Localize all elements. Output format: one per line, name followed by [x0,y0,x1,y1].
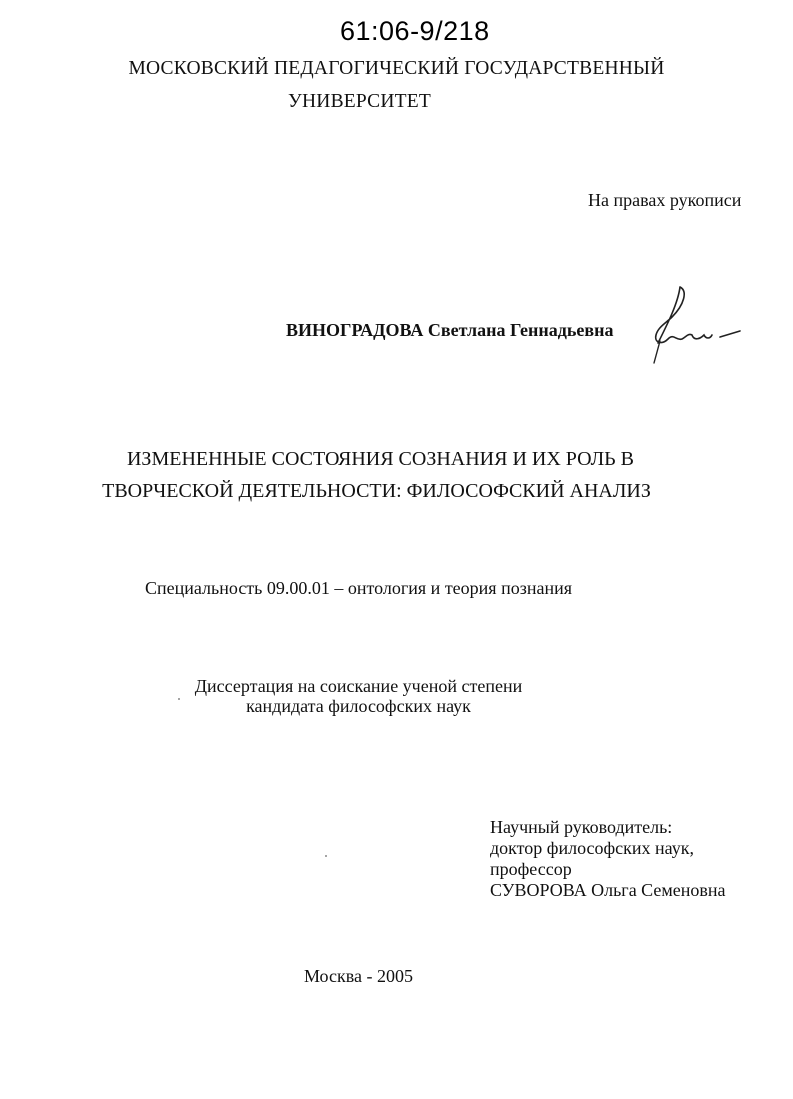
university-name-line1: МОСКОВСКИЙ ПЕДАГОГИЧЕСКИЙ ГОСУДАРСТВЕННЫЙ [128,58,665,79]
author-name: ВИНОГРАДОВА Светлана Геннадьевна [286,320,614,340]
manuscript-rights-note: На правах рукописи [588,190,742,210]
dissertation-title-line2: ТВОРЧЕСКОЙ ДЕЯТЕЛЬНОСТИ: ФИЛОСОФСКИЙ АНАЛИЗ [102,480,651,502]
dissertation-title-line1: ИЗМЕНЕННЫЕ СОСТОЯНИЯ СОЗНАНИЯ И ИХ РОЛЬ В [126,448,634,470]
archive-stamp-code: 61:06-9/218 [340,16,490,46]
degree-line2: кандидата философских наук [246,696,471,716]
scan-speck [325,855,327,857]
supervisor-rank: профессор [490,859,572,879]
city-year: Москва - 2005 [304,966,413,986]
university-name-line2: УНИВЕРСИТЕТ [288,91,431,112]
degree-line1: Диссертация на соискание ученой степени [194,676,523,696]
supervisor-name: СУВОРОВА Ольга Семеновна [490,880,726,900]
scan-speck [178,698,180,700]
handwritten-signature-icon [648,283,748,368]
specialty-line: Специальность 09.00.01 – онтология и теория познания [145,578,572,598]
supervisor-degree: доктор философских наук, [490,838,694,858]
supervisor-label: Научный руководитель: [490,817,673,837]
